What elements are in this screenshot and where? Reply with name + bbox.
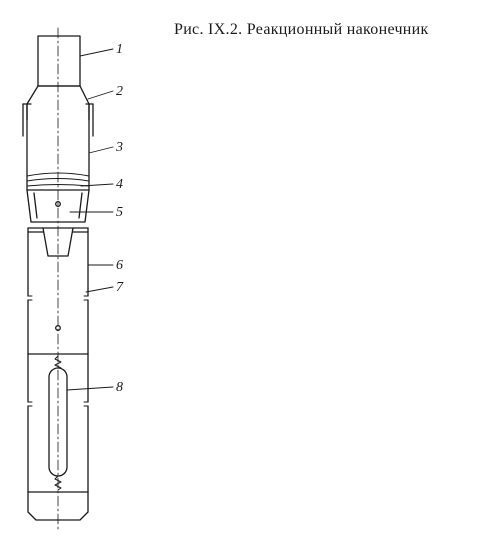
callout-label-8: 8 xyxy=(116,380,123,395)
callout-label-2: 2 xyxy=(116,84,123,99)
callout-label-6: 6 xyxy=(116,258,123,273)
callout-label-5: 5 xyxy=(116,205,123,220)
callout-leaders xyxy=(67,49,113,390)
callout-label-1: 1 xyxy=(116,42,123,57)
figure-caption: Рис. IX.2. Реакционный наконечник xyxy=(174,21,429,38)
part-2-cone xyxy=(23,86,93,136)
part-1-top-cap xyxy=(38,36,80,86)
callout-label-4: 4 xyxy=(116,177,123,192)
callout-label-7: 7 xyxy=(116,280,123,295)
callout-label-3: 3 xyxy=(116,140,123,155)
